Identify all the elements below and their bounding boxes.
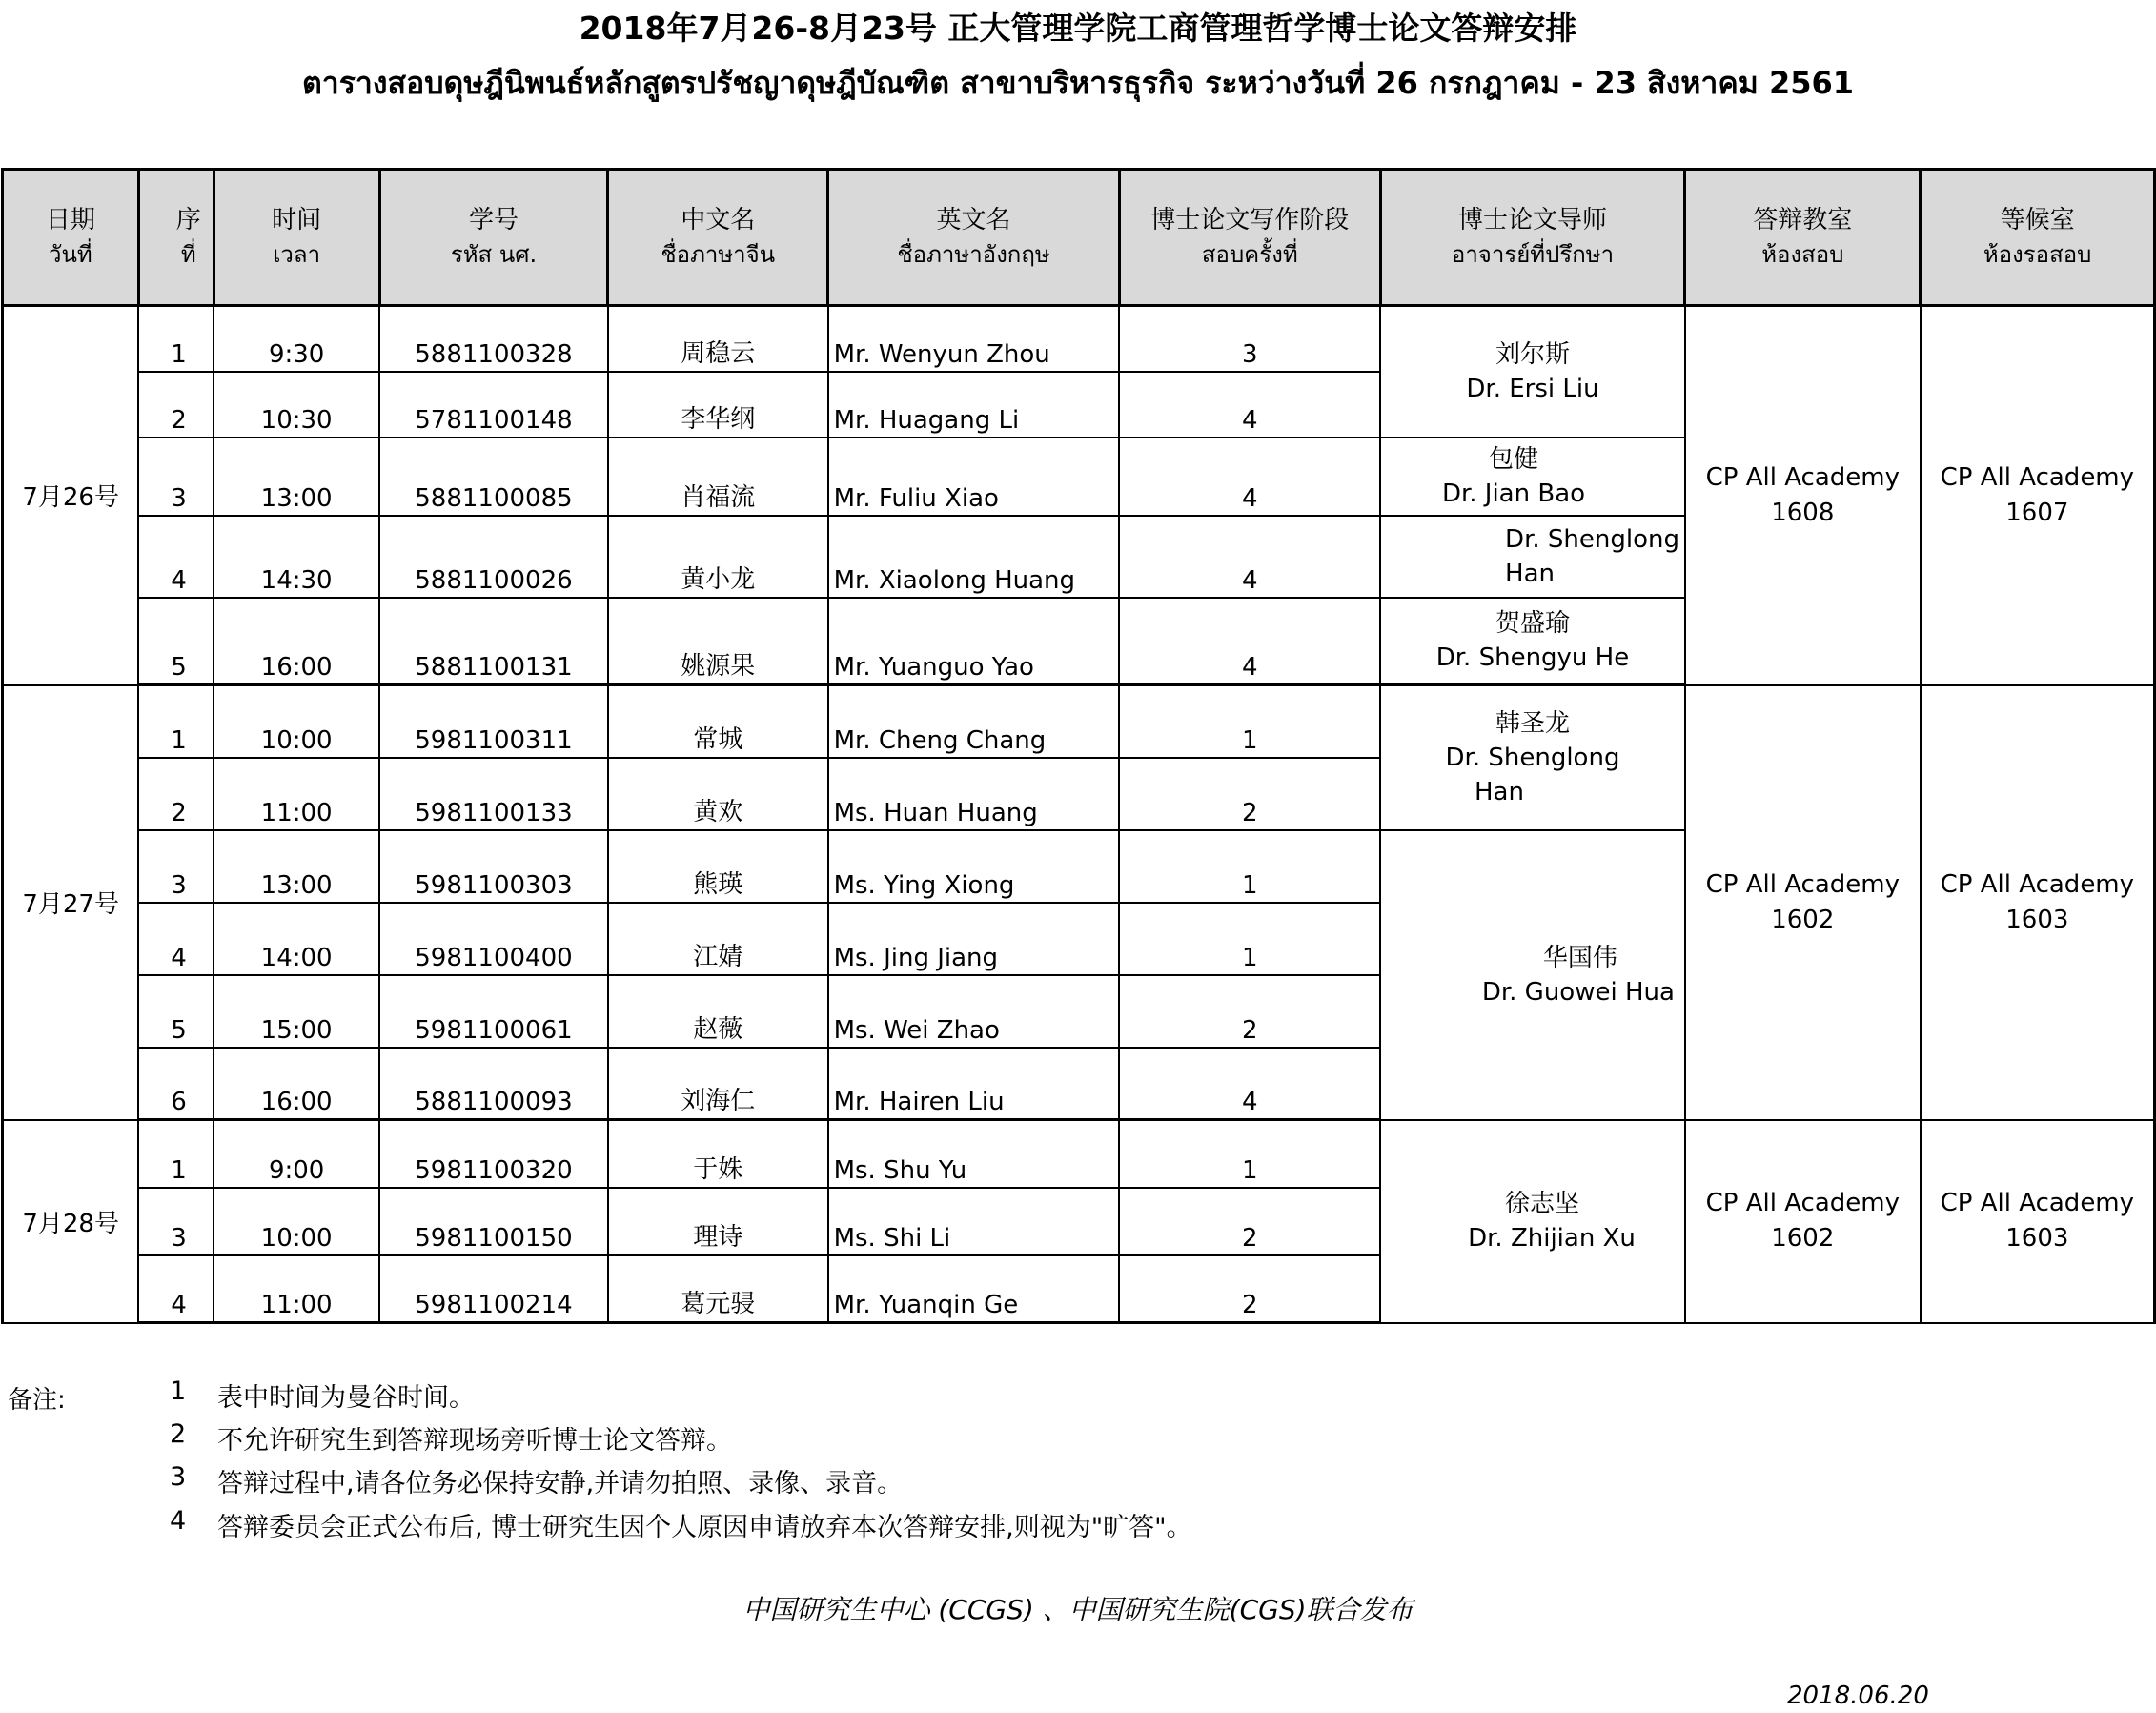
time-cell: 9:30: [214, 306, 379, 372]
english-name-cell: Ms. Huan Huang: [828, 758, 1120, 830]
stage-cell: 2: [1119, 1255, 1380, 1323]
title-thai: ตารางสอบดุษฎีนิพนธ์หลักสูตรปรัชญาดุษฎีบัณฑิต สาขาบริหารธุรกิจ ระหว่างวันที่ 26 กรกฎาคม - 23 สิงหาคม 2561: [301, 65, 1855, 101]
stage-cell: 2: [1119, 975, 1380, 1048]
publisher-line: 中国研究生中心 (CCGS) 、中国研究生院(CGS)联合发布: [742, 1594, 1414, 1625]
chinese-name-cell: 姚源果: [608, 598, 828, 685]
header-english-name: 英文名 ชื่อภาษาอังกฤษ: [828, 170, 1120, 306]
time-cell: 15:00: [214, 975, 379, 1048]
chinese-name-cell: 江婧: [608, 903, 828, 975]
time-cell: 10:00: [214, 1188, 379, 1255]
note-number: 1: [170, 1377, 187, 1406]
chinese-name-cell: 于姝: [608, 1120, 828, 1188]
english-name-cell: Mr. Cheng Chang: [828, 685, 1120, 758]
stage-cell: 4: [1119, 438, 1380, 516]
chinese-name-cell: 刘海仁: [608, 1048, 828, 1120]
chinese-name-cell: 肖福流: [608, 438, 828, 516]
header-stage: 博士论文写作阶段 สอบครั้งที่: [1119, 170, 1380, 306]
advisor-cell: [1380, 598, 1685, 685]
student-id-cell: 5881100026: [379, 516, 608, 598]
advisor-cell: [1380, 306, 1685, 438]
note-text: 答辩委员会正式公布后, 博士研究生因个人原因申请放弃本次答辩安排,则视为"旷答"。: [217, 1513, 1192, 1542]
advisor-en: Dr. Guowei Hua: [1481, 977, 1675, 1007]
seq-cell: 3: [138, 1188, 214, 1255]
advisor-zh: 贺盛瑜: [1495, 609, 1570, 639]
english-name-cell: Mr. Hairen Liu: [828, 1048, 1120, 1120]
table-row: [3, 1120, 2155, 1188]
advisor-cell: [1380, 830, 1685, 1120]
date-cell: 7月27号: [3, 685, 139, 1120]
chinese-name-cell: 黄欢: [608, 758, 828, 830]
seq-cell: 3: [138, 438, 214, 516]
stage-cell: 1: [1119, 830, 1380, 903]
chinese-name-cell: 理诗: [608, 1188, 828, 1255]
student-id-cell: 5781100148: [379, 372, 608, 438]
advisor-en: Dr. Jian Bao: [1441, 479, 1586, 508]
english-name-cell: Mr. Yuanguo Yao: [828, 598, 1120, 685]
advisor-zh: 华国伟: [1542, 943, 1617, 972]
chinese-name-cell: 黄小龙: [608, 516, 828, 598]
time-cell: 11:00: [214, 758, 379, 830]
chinese-name-cell: 周稳云: [608, 306, 828, 372]
english-name-cell: Mr. Xiaolong Huang: [828, 516, 1120, 598]
advisor-zh: 包健: [1488, 444, 1538, 474]
student-id-cell: 5981100150: [379, 1188, 608, 1255]
seq-cell: 2: [138, 372, 214, 438]
time-cell: 13:00: [214, 830, 379, 903]
student-id-cell: 5881100085: [379, 438, 608, 516]
table-row: [3, 306, 2155, 372]
time-cell: 10:00: [214, 685, 379, 758]
student-id-cell: 5881100328: [379, 306, 608, 372]
advisor-en-line2: Han: [1475, 777, 1524, 806]
advisor-en-line2: Han: [1505, 559, 1556, 588]
seq-cell: 5: [138, 975, 214, 1048]
advisor-cell: [1380, 1120, 1685, 1323]
english-name-cell: Mr. Fuliu Xiao: [828, 438, 1120, 516]
english-name-cell: Ms. Wei Zhao: [828, 975, 1120, 1048]
chinese-name-cell: 葛元骎: [608, 1255, 828, 1323]
time-cell: 10:30: [214, 372, 379, 438]
student-id-cell: 5881100093: [379, 1048, 608, 1120]
time-cell: 16:00: [214, 598, 379, 685]
note-text: 表中时间为曼谷时间。: [217, 1383, 475, 1413]
chinese-name-cell: 常城: [608, 685, 828, 758]
room-cell: CP All Academy 1608: [1685, 306, 1921, 685]
notes-label: 备注:: [8, 1386, 66, 1415]
seq-cell: 3: [138, 830, 214, 903]
student-id-cell: 5981100061: [379, 975, 608, 1048]
advisor-zh: 刘尔斯: [1495, 339, 1570, 369]
time-cell: 11:00: [214, 1255, 379, 1323]
waiting-room-cell: CP All Academy 1603: [1921, 685, 2155, 1120]
seq-cell: 2: [138, 758, 214, 830]
header-date: 日期 วันที่: [3, 170, 139, 306]
stage-cell: 4: [1119, 516, 1380, 598]
stage-cell: 1: [1119, 1120, 1380, 1188]
seq-cell: 6: [138, 1048, 214, 1120]
note-text: 不允许研究生到答辩现场旁听博士论文答辩。: [217, 1426, 732, 1456]
defense-schedule-table: [1, 168, 2156, 1324]
table-row: [3, 685, 2155, 758]
stage-cell: 3: [1119, 306, 1380, 372]
english-name-cell: Ms. Shi Li: [828, 1188, 1120, 1255]
time-cell: 14:30: [214, 516, 379, 598]
header-student-id: 学号 รหัส นศ.: [379, 170, 608, 306]
stage-cell: 1: [1119, 685, 1380, 758]
header-advisor: 博士论文导师 อาจารย์ที่ปรึกษา: [1380, 170, 1685, 306]
student-id-cell: 5981100400: [379, 903, 608, 975]
seq-cell: 1: [138, 306, 214, 372]
time-cell: 14:00: [214, 903, 379, 975]
note-text: 答辩过程中,请各位务必保持安静,并请勿拍照、录像、录音。: [217, 1469, 904, 1499]
seq-cell: 4: [138, 1255, 214, 1323]
date-cell: 7月28号: [3, 1120, 139, 1323]
advisor-en: Dr. Shenglong: [1445, 743, 1620, 772]
stage-cell: 4: [1119, 372, 1380, 438]
header-seq: 序 ที่: [138, 170, 214, 306]
header-chinese-name: 中文名 ชื่อภาษาจีน: [608, 170, 828, 306]
seq-cell: 1: [138, 685, 214, 758]
english-name-cell: Mr. Yuanqin Ge: [828, 1255, 1120, 1323]
advisor-en: Dr. Ersi Liu: [1466, 374, 1599, 403]
english-name-cell: Ms. Jing Jiang: [828, 903, 1120, 975]
advisor-cell: [1380, 438, 1685, 516]
advisor-en: Dr. Shengyu He: [1435, 643, 1630, 673]
header-waiting-room: 等候室 ห้องรอสอบ: [1921, 170, 2155, 306]
advisor-en: Dr. Zhijian Xu: [1468, 1224, 1636, 1253]
chinese-name-cell: 熊瑛: [608, 830, 828, 903]
stage-cell: 1: [1119, 903, 1380, 975]
seq-cell: 5: [138, 598, 214, 685]
stage-cell: 4: [1119, 598, 1380, 685]
note-number: 2: [170, 1419, 187, 1449]
note-number: 3: [170, 1462, 187, 1492]
header-row: [3, 170, 2155, 306]
header-room: 答辩教室 ห้องสอบ: [1685, 170, 1921, 306]
room-cell: CP All Academy 1602: [1685, 685, 1921, 1120]
publish-date: 2018.06.20: [1787, 1682, 1929, 1710]
time-cell: 13:00: [214, 438, 379, 516]
student-id-cell: 5981100303: [379, 830, 608, 903]
waiting-room-cell: CP All Academy 1607: [1921, 306, 2155, 685]
advisor-cell: [1380, 685, 1685, 830]
advisor-cell: [1380, 516, 1685, 598]
student-id-cell: 5981100311: [379, 685, 608, 758]
seq-cell: 4: [138, 903, 214, 975]
time-cell: 9:00: [214, 1120, 379, 1188]
waiting-room-cell: CP All Academy 1603: [1921, 1120, 2155, 1323]
seq-cell: 1: [138, 1120, 214, 1188]
title-chinese: 2018年7月26-8月23号 正大管理学院工商管理哲学博士论文答辩安排: [579, 10, 1577, 47]
chinese-name-cell: 李华纲: [608, 372, 828, 438]
student-id-cell: 5981100133: [379, 758, 608, 830]
student-id-cell: 5981100320: [379, 1120, 608, 1188]
stage-cell: 4: [1119, 1048, 1380, 1120]
english-name-cell: Ms. Ying Xiong: [828, 830, 1120, 903]
seq-cell: 4: [138, 516, 214, 598]
note-number: 4: [170, 1506, 187, 1536]
advisor-zh: 徐志坚: [1504, 1190, 1579, 1218]
student-id-cell: 5881100131: [379, 598, 608, 685]
time-cell: 16:00: [214, 1048, 379, 1120]
advisor-zh: 韩圣龙: [1495, 708, 1570, 738]
stage-cell: 2: [1119, 1188, 1380, 1255]
room-cell: CP All Academy 1602: [1685, 1120, 1921, 1323]
english-name-cell: Ms. Shu Yu: [828, 1120, 1120, 1188]
english-name-cell: Mr. Huagang Li: [828, 372, 1120, 438]
date-cell: 7月26号: [3, 306, 139, 685]
advisor-en: Dr. Shenglong: [1505, 524, 1679, 554]
chinese-name-cell: 赵薇: [608, 975, 828, 1048]
english-name-cell: Mr. Wenyun Zhou: [828, 306, 1120, 372]
student-id-cell: 5981100214: [379, 1255, 608, 1323]
stage-cell: 2: [1119, 758, 1380, 830]
header-time: 时间 เวลา: [214, 170, 379, 306]
